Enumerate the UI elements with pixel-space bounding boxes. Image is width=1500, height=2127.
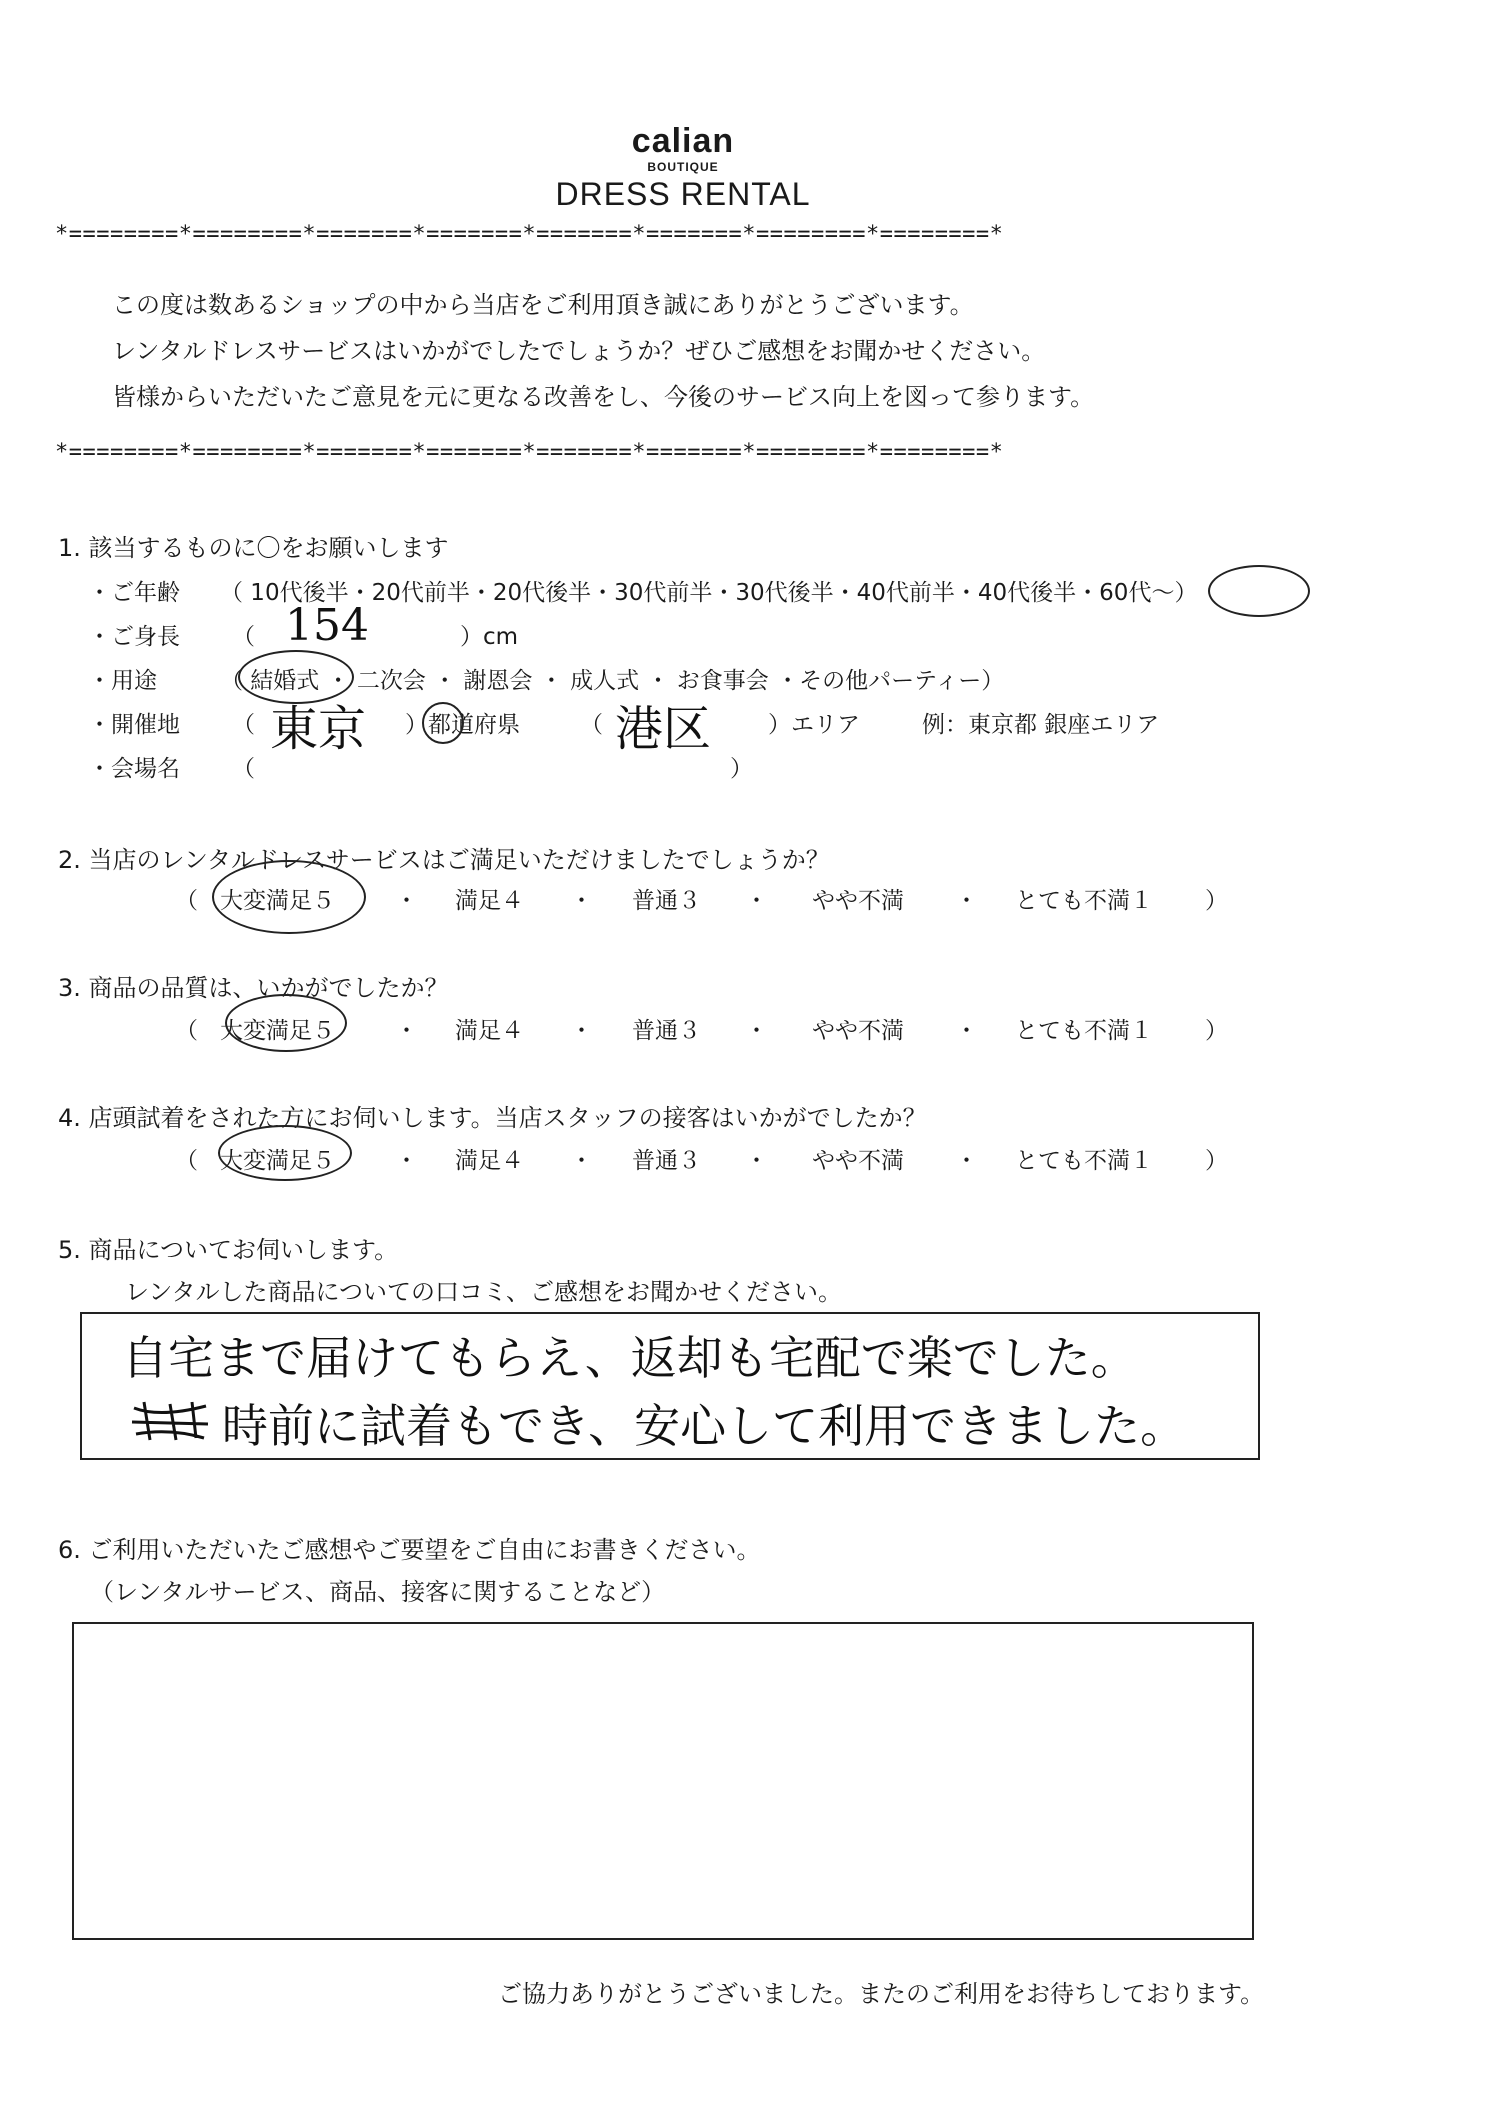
rating-dot: ・ xyxy=(395,888,418,914)
rating-dot: ・ xyxy=(955,1018,978,1044)
q3-title: 3. 商品の品質は、いかがでしたか？ xyxy=(58,974,449,1002)
logo-brand: calian xyxy=(631,122,735,160)
q5-title: 5. 商品についてお伺いします。 xyxy=(58,1236,399,1264)
rating-dot: ・ xyxy=(395,1148,418,1174)
height-open: （ xyxy=(232,624,255,650)
rating-option-5: 大変満足５ xyxy=(220,1148,335,1174)
age-label: ・ご年齢 xyxy=(88,580,180,606)
closing-message: ご協力ありがとうございました。またのご利用をお待ちしております。 xyxy=(498,1980,1265,2008)
rating-close: ） xyxy=(1205,1148,1228,1174)
rating-dot: ・ xyxy=(955,1148,978,1174)
rating-dot: ・ xyxy=(395,1018,418,1044)
rating-option-2: やや不満 xyxy=(812,888,904,914)
venue-suffix: ）エリア xyxy=(768,712,860,738)
height-label: ・ご身長 xyxy=(88,624,180,650)
rating-dot: ・ xyxy=(570,1018,593,1044)
venue-area-answer: 港区 xyxy=(615,701,712,757)
rating-option-5: 大変満足５ xyxy=(220,1018,335,1044)
rating-dot: ・ xyxy=(745,1018,768,1044)
struck-word xyxy=(130,1398,210,1442)
purpose-label: ・用途 xyxy=(88,668,157,694)
rating-option-3: 普通３ xyxy=(632,1148,701,1174)
rating-dot: ・ xyxy=(745,1148,768,1174)
rating-open: （ xyxy=(175,888,198,914)
venue-to-circle xyxy=(422,702,464,744)
hall-close: ） xyxy=(730,756,753,782)
age-answer-circle xyxy=(1208,565,1310,617)
rating-dot: ・ xyxy=(955,888,978,914)
rating-option-2: やや不満 xyxy=(812,1148,904,1174)
rating-option-1: とても不満１ xyxy=(1015,1018,1153,1044)
q3-answer-circle xyxy=(225,994,347,1052)
rating-option-2: やや不満 xyxy=(812,1018,904,1044)
venue-mid: ）都道府県 xyxy=(405,712,520,738)
q4-answer-circle xyxy=(218,1125,352,1181)
rating-open: （ xyxy=(175,1018,198,1044)
age-options: （ 10代後半・20代前半・20代後半・30代前半・30代後半・40代前半・40代後半・60代〜） xyxy=(220,580,1198,606)
q4-title: 4. 店頭試着をされた方にお伺いします。当店スタッフの接客はいかがでしたか？ xyxy=(58,1104,927,1132)
intro-line-3: 皆様からいただいたご意見を元に更なる改善をし、今後のサービス向上を図って参ります。 xyxy=(112,383,1095,411)
rating-close: ） xyxy=(1205,888,1228,914)
rating-option-5: 大変満足５ xyxy=(220,888,335,914)
rating-dot: ・ xyxy=(570,888,593,914)
separator-top: *========*========*=======*=======*=======*=======*========*========* xyxy=(55,222,1004,247)
rating-option-4: 満足４ xyxy=(455,1148,524,1174)
q6-subtitle: （レンタルサービス、商品、接客に関することなど） xyxy=(90,1578,666,1606)
venue-label: ・開催地 xyxy=(88,712,180,738)
rating-dot: ・ xyxy=(570,1148,593,1174)
rating-option-3: 普通３ xyxy=(632,1018,701,1044)
q1-title: 1. 該当するものに〇をお願いします xyxy=(58,534,449,562)
venue-open: （ xyxy=(232,712,255,738)
rating-close: ） xyxy=(1205,1018,1228,1044)
height-close: ）cm xyxy=(460,624,519,650)
rating-dot: ・ xyxy=(745,888,768,914)
venue-pref-answer: 東京 xyxy=(270,701,367,757)
logo-sub: BOUTIQUE xyxy=(647,160,719,174)
q5-answer-line-1: 自宅まで届けてもらえ、返却も宅配で楽でした。 xyxy=(122,1331,1137,1385)
rating-option-4: 満足４ xyxy=(455,1018,524,1044)
q6-title: 6. ご利用いただいたご感想やご要望をご自由にお書きください。 xyxy=(58,1536,761,1564)
q6-answer-box xyxy=(72,1622,1254,1940)
rating-open: （ xyxy=(175,1148,198,1174)
venue-example: 例：東京都 銀座エリア xyxy=(922,712,1160,738)
separator-bottom: *========*========*=======*=======*=======*=======*========*========* xyxy=(55,440,1004,465)
q5-answer-line-2: 時前に試着もでき、安心して利用できました。 xyxy=(222,1399,1187,1453)
q2-title: 2. 当店のレンタルドレスサービスはご満足いただけましたでしょうか？ xyxy=(58,846,830,874)
intro-line-1: この度は数あるショップの中から当店をご利用頂き誠にありがとうございます。 xyxy=(112,291,974,319)
logo-title: DRESS RENTAL xyxy=(555,176,811,212)
purpose-options: （ 結婚式 ・ 二次会 ・ 謝恩会 ・ 成人式 ・ お食事会 ・その他パーティー） xyxy=(220,668,1005,694)
rating-option-1: とても不満１ xyxy=(1015,888,1153,914)
rating-option-1: とても不満１ xyxy=(1015,1148,1153,1174)
rating-option-3: 普通３ xyxy=(632,888,701,914)
height-answer: 154 xyxy=(285,600,369,651)
q2-answer-circle xyxy=(212,860,366,934)
venue-area-open: （ xyxy=(580,712,603,738)
rating-option-4: 満足４ xyxy=(455,888,524,914)
intro-line-2: レンタルドレスサービスはいかがでしたでしょうか？ぜひご感想をお聞かせください。 xyxy=(112,337,1046,365)
q5-answer-box xyxy=(80,1312,1260,1460)
q5-subtitle: レンタルした商品についての口コミ、ご感想をお聞かせください。 xyxy=(125,1278,842,1306)
hall-label: ・会場名 xyxy=(88,756,180,782)
hall-open: （ xyxy=(232,756,255,782)
